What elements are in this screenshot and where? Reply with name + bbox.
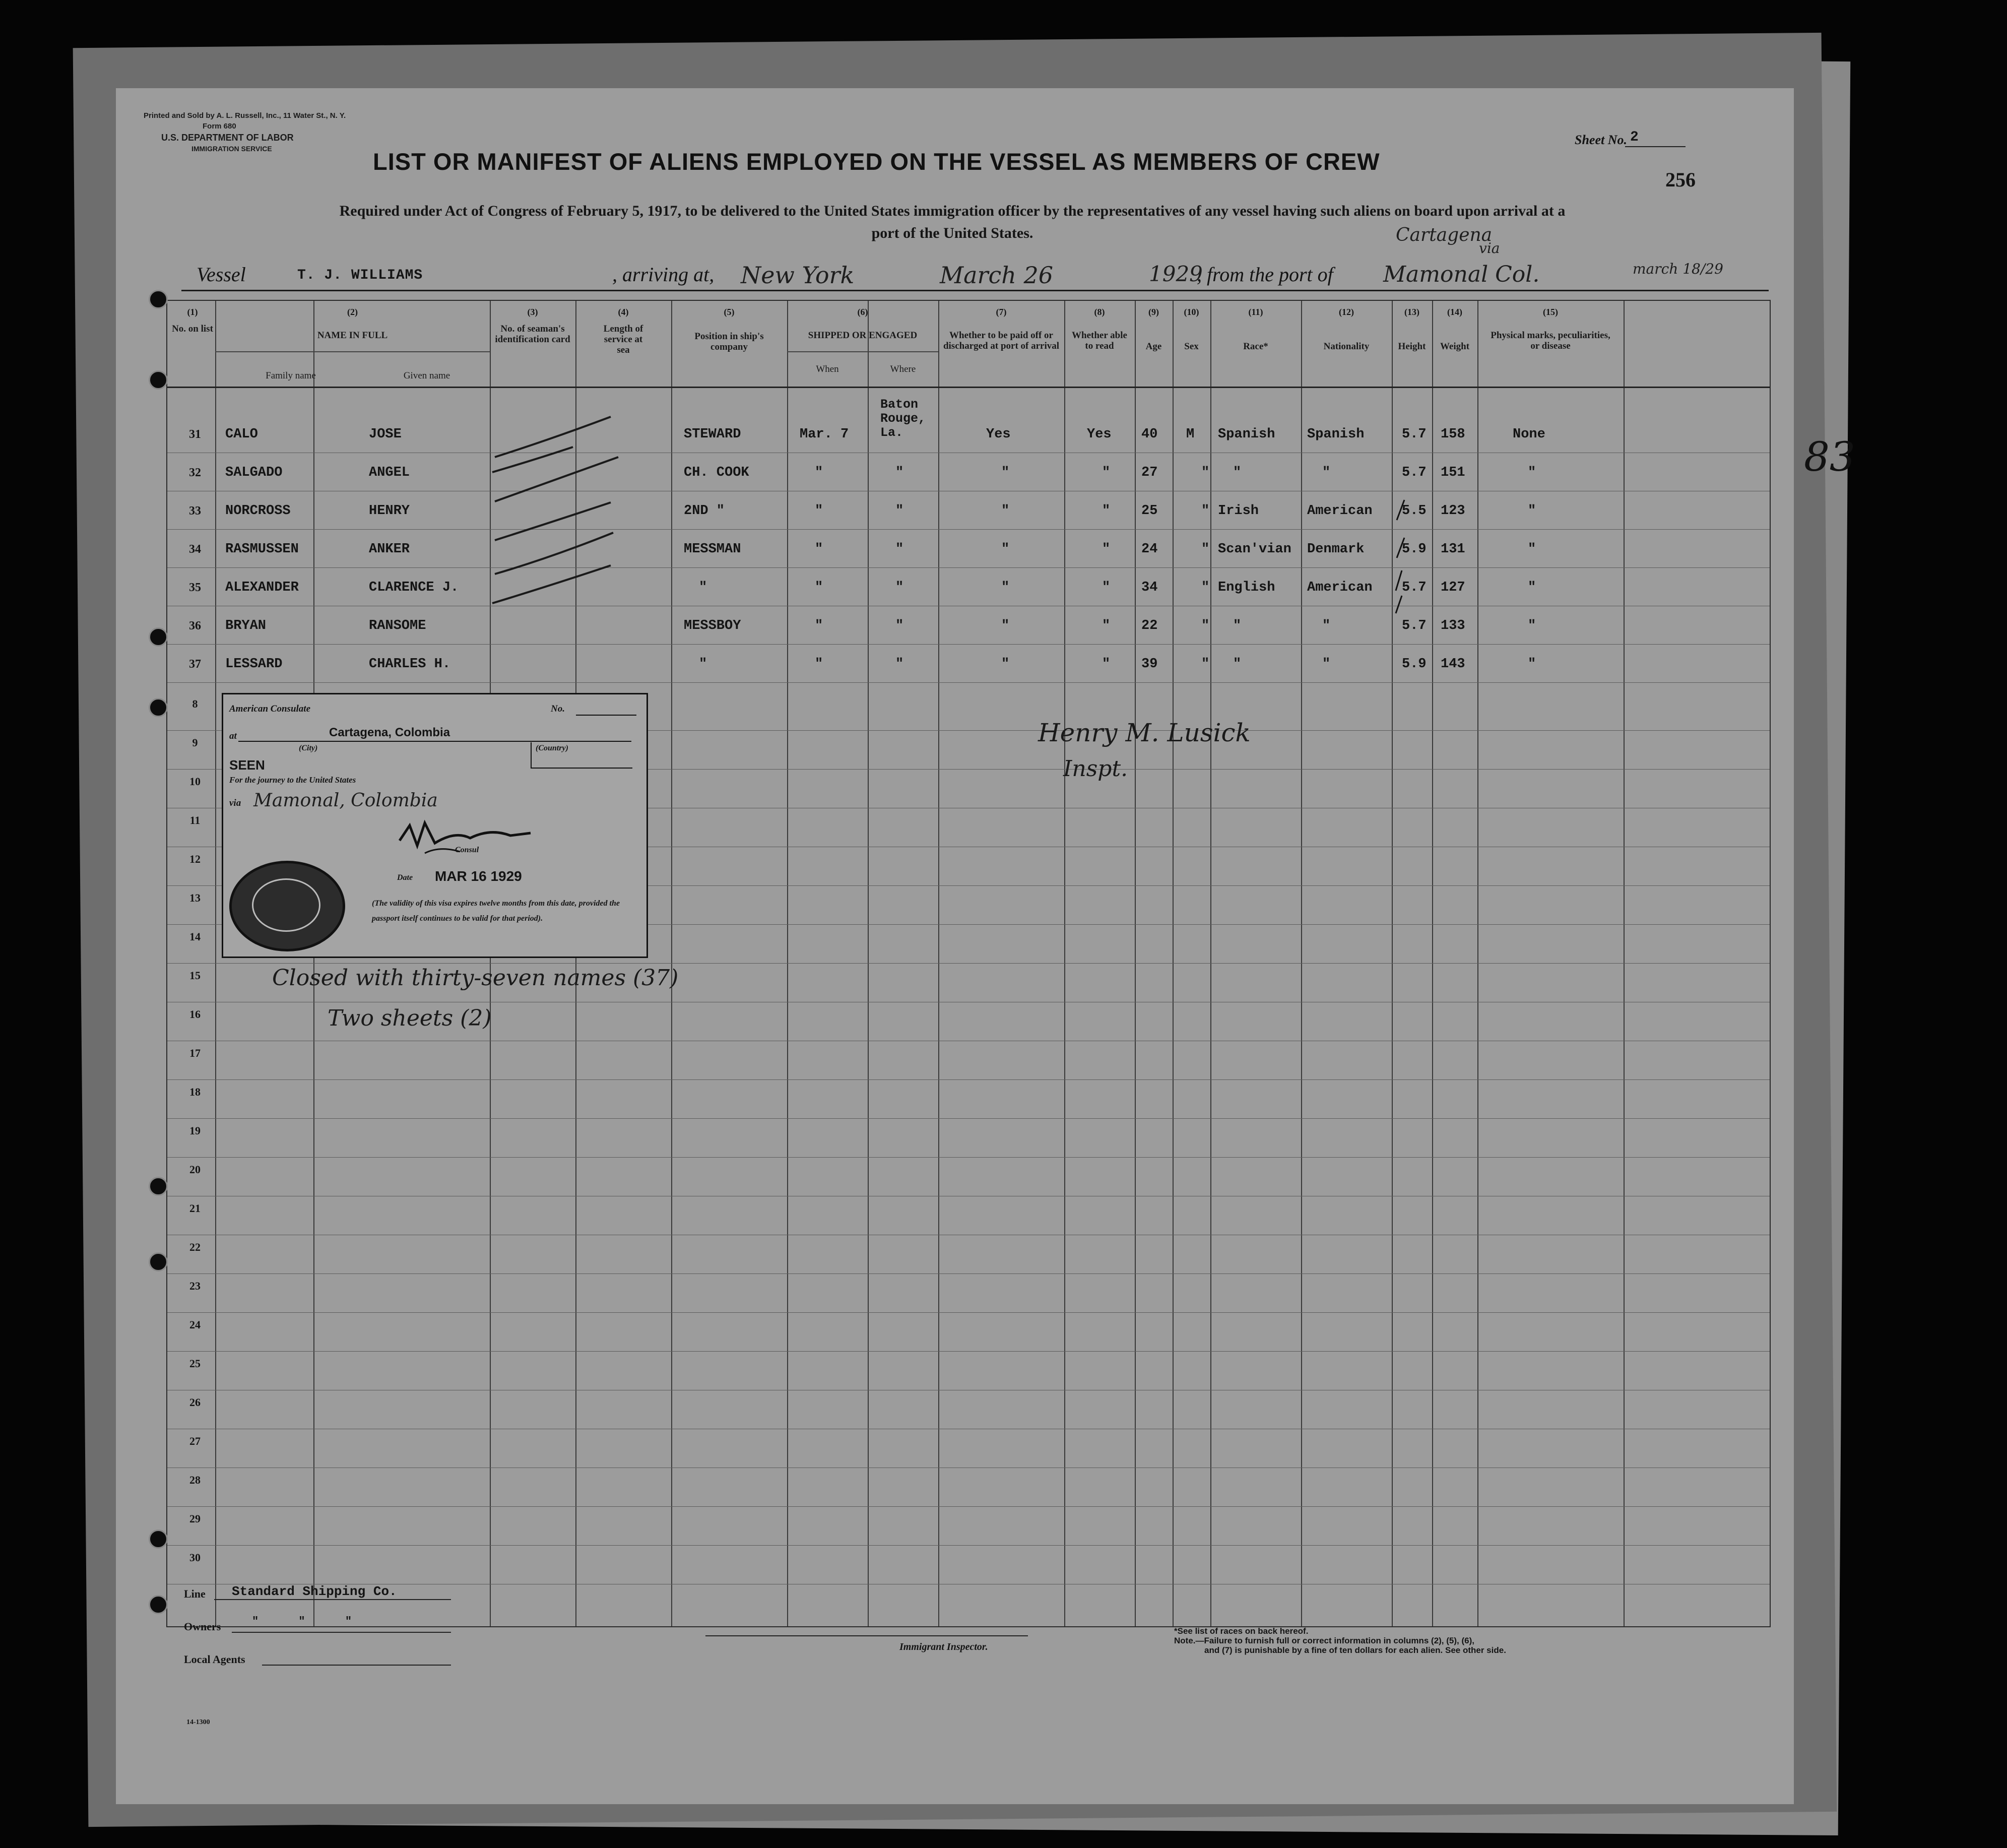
cell-when: ": [815, 657, 823, 672]
legal-subtitle: Required under Act of Congress of February 5, 1917, to be delivered to the United States immigration officer by the representatives of any vessel having such aliens on board upon arrival at a port of the United States.: [339, 203, 1566, 241]
col-header-id-card: No. of seaman's identification card: [495, 324, 570, 345]
cell-where: Baton Rouge, La.: [880, 397, 926, 440]
cell-marks: ": [1528, 542, 1536, 557]
col-header-age: Age: [1145, 341, 1162, 352]
cell-weight: 127: [1441, 580, 1465, 595]
cell-paid-off: Yes: [986, 427, 1011, 442]
col-header-shipped: SHIPPED OR ENGAGED: [808, 330, 918, 341]
col-header-read: Whether able to read: [1072, 330, 1127, 351]
cell-position: MESSBOY: [684, 618, 741, 633]
row-number: 22: [189, 1241, 201, 1253]
cell-weight: 131: [1441, 542, 1465, 557]
col-num: (15): [1543, 307, 1558, 317]
row-number: 10: [189, 775, 201, 788]
cell-given: RANSOME: [369, 618, 426, 633]
punch-hole: [149, 1530, 168, 1549]
row-number: 11: [189, 814, 201, 826]
col-header-weight: Weight: [1440, 341, 1470, 352]
col-num: (11): [1248, 307, 1263, 317]
cell-sex: ": [1201, 465, 1210, 480]
col-header-no: No. on list: [172, 324, 213, 334]
row-number: 8: [192, 697, 198, 710]
cell-marks: ": [1528, 580, 1536, 595]
arrival-year: 1929: [1149, 262, 1203, 286]
vessel-label: Vessel: [197, 263, 246, 286]
cell-family: SALGADO: [225, 465, 283, 480]
cell-when: ": [815, 503, 823, 519]
cell-when: ": [815, 618, 823, 633]
col-num: (3): [527, 307, 538, 317]
cell-given: JOSE: [369, 427, 402, 442]
cell-marks: ": [1528, 503, 1536, 519]
shipping-line: Standard Shipping Co.: [232, 1584, 397, 1599]
row-rule: [167, 682, 1770, 683]
cell-where: ": [895, 580, 904, 595]
cell-family: NORCROSS: [225, 503, 291, 519]
printer-credit: Printed and Sold by A. L. Russell, Inc., 11 Water St., N. Y.: [144, 111, 346, 120]
col-num: (12): [1339, 307, 1354, 317]
via-text: via: [1479, 240, 1500, 257]
row-number: 24: [189, 1318, 201, 1331]
row-number: 19: [189, 1124, 201, 1137]
row-number: 17: [189, 1047, 201, 1059]
cell-family: RASMUSSEN: [225, 542, 299, 557]
punch-hole: [149, 698, 168, 717]
cell-position: MESSMAN: [684, 542, 741, 557]
row-number: 35: [189, 581, 201, 594]
cell-weight: 143: [1441, 657, 1465, 672]
row-rule: [167, 1273, 1770, 1274]
row-number: 31: [189, 428, 201, 441]
cell-height: 5.9: [1402, 542, 1427, 557]
crew-table: [166, 300, 1771, 1627]
service-name: IMMIGRATION SERVICE: [191, 145, 272, 153]
punch-hole: [149, 627, 168, 647]
inspector-signature: Henry M. Lusick: [1038, 718, 1251, 747]
consulate-via: Mamonal, Colombia: [253, 790, 438, 811]
inspector-title-handwritten: Inspt.: [1063, 756, 1128, 782]
cell-given: ANKER: [369, 542, 410, 557]
origin-port: Mamonal Col.: [1383, 262, 1540, 287]
cell-given: HENRY: [369, 503, 410, 519]
footer-notes: *See list of races on back hereof. Note.—Failure to furnish full or correct information in columns (2), (5), (6), and (7) is punishable by a fine of ten dollars for each alien. See other side.: [1174, 1626, 1506, 1655]
cell-sex: ": [1201, 542, 1210, 557]
cell-nationality: ": [1322, 657, 1331, 672]
col-num: (2): [347, 307, 358, 317]
cell-where: ": [895, 465, 904, 480]
cell-read: ": [1102, 618, 1111, 633]
cell-nationality: Spanish: [1307, 427, 1365, 442]
row-number: 34: [189, 543, 201, 556]
col-header-position: Position in ship's company: [694, 331, 764, 352]
cell-nationality: ": [1322, 618, 1331, 633]
row-number: 36: [189, 619, 201, 632]
form-number: Form 680: [203, 122, 236, 131]
cell-age: 39: [1141, 657, 1158, 672]
row-rule: [167, 1506, 1770, 1507]
cell-paid-off: ": [1001, 580, 1010, 595]
col-header-height: Height: [1398, 341, 1426, 352]
cell-when: Mar. 7: [800, 427, 849, 442]
row-number: 16: [189, 1008, 201, 1021]
row-rule: [167, 963, 1770, 964]
row-number: 37: [189, 658, 201, 671]
cell-position: CH. COOK: [684, 465, 749, 480]
col-header-paid-off: Whether to be paid off or discharged at port of arrival: [943, 330, 1060, 351]
col-header-when: When: [816, 364, 839, 374]
line-label: Line: [184, 1587, 206, 1600]
row-number: 15: [189, 969, 201, 982]
row-number: 12: [189, 853, 201, 865]
sail-date: march 18/29: [1633, 261, 1723, 277]
cell-weight: 151: [1441, 465, 1465, 480]
col-header-family: Family name: [266, 370, 316, 381]
row-number: 9: [192, 736, 198, 749]
department-name: U.S. DEPARTMENT OF LABOR: [161, 133, 294, 143]
col-header-name: NAME IN FULL: [317, 330, 388, 341]
cell-weight: 123: [1441, 503, 1465, 519]
col-num: (5): [724, 307, 735, 317]
row-number: 18: [189, 1086, 201, 1098]
cell-age: 22: [1141, 618, 1158, 633]
row-number: 25: [189, 1357, 201, 1370]
cell-race: ": [1233, 465, 1242, 480]
punch-hole: [149, 1252, 168, 1271]
origin-port-above: Cartagena: [1396, 225, 1493, 245]
cell-given: ANGEL: [369, 465, 410, 480]
cell-race: Scan'vian: [1218, 542, 1291, 557]
immigrant-inspector-label: Immigrant Inspector.: [899, 1641, 988, 1652]
cell-age: 27: [1141, 465, 1158, 480]
col-header-service-length: Length of service at sea: [603, 324, 643, 355]
row-number: 28: [189, 1474, 201, 1486]
cell-position: ": [699, 657, 707, 672]
cell-nationality: Denmark: [1307, 542, 1365, 557]
cell-race: Irish: [1218, 503, 1259, 519]
col-num: (8): [1094, 307, 1105, 317]
cell-height: 5.7: [1402, 427, 1427, 442]
cell-sex: ": [1201, 503, 1210, 519]
local-agents-label: Local Agents: [184, 1653, 245, 1666]
vessel-name: T. J. WILLIAMS: [297, 268, 423, 283]
row-number: 29: [189, 1512, 201, 1525]
visa-validity-note: (The validity of this visa expires twelve months from this date, provided the passport itself continues to be valid for that period).: [372, 899, 620, 923]
cell-marks: None: [1513, 427, 1545, 442]
cell-where: ": [895, 503, 904, 519]
row-number: 14: [189, 930, 201, 943]
cell-height: 5.7: [1402, 465, 1427, 480]
row-rule: [167, 1545, 1770, 1546]
cell-family: BRYAN: [225, 618, 267, 633]
form-code: 14-1300: [186, 1718, 210, 1726]
col-num: (10): [1184, 307, 1199, 317]
consulate-seal-icon: [229, 861, 345, 951]
vessel-line-rule: [181, 290, 1769, 291]
row-number: 33: [189, 504, 201, 518]
cell-height: 5.5: [1402, 503, 1427, 519]
cell-position: ": [699, 580, 707, 595]
punch-hole: [149, 290, 168, 309]
col-num: (7): [996, 307, 1007, 317]
cell-when: ": [815, 542, 823, 557]
cell-nationality: American: [1307, 580, 1373, 595]
row-rule: [167, 1157, 1770, 1158]
cell-race: ": [1233, 618, 1242, 633]
cell-read: ": [1102, 503, 1111, 519]
consulate-city: Cartagena, Colombia: [329, 726, 450, 739]
cell-paid-off: ": [1001, 618, 1010, 633]
cell-age: 24: [1141, 542, 1158, 557]
arrival-date: March 26: [940, 262, 1054, 289]
cell-family: LESSARD: [225, 657, 283, 672]
cell-position: STEWARD: [684, 427, 741, 442]
cell-sex: M: [1186, 427, 1195, 442]
punch-hole: [149, 1595, 168, 1614]
from-port-label: , from the port of: [1197, 263, 1333, 286]
stamped-page-number: 256: [1665, 168, 1696, 191]
cell-sex: ": [1201, 580, 1210, 595]
col-header-where: Where: [890, 364, 916, 374]
col-header-race: Race*: [1243, 341, 1268, 352]
sheet-label: Sheet No.: [1575, 133, 1627, 147]
col-num: (6): [857, 307, 868, 317]
punch-hole: [149, 370, 168, 390]
owners-label: Owners: [184, 1620, 221, 1633]
cell-where: ": [895, 542, 904, 557]
row-rule: [167, 1118, 1770, 1119]
handwritten-strokes: [485, 412, 797, 623]
closing-sheets-note: Two sheets (2): [328, 1005, 492, 1031]
cell-when: ": [815, 465, 823, 480]
cell-age: 34: [1141, 580, 1158, 595]
row-number: 23: [189, 1280, 201, 1292]
col-num: (4): [618, 307, 629, 317]
row-number: 21: [189, 1202, 201, 1215]
cell-height: 5.9: [1402, 657, 1427, 672]
cell-weight: 158: [1441, 427, 1465, 442]
cell-age: 25: [1141, 503, 1158, 519]
cell-family: CALO: [225, 427, 258, 442]
row-number: 13: [189, 891, 201, 904]
cell-position: 2ND ": [684, 503, 725, 519]
cell-paid-off: ": [1001, 503, 1010, 519]
sheet-number-rule: [1625, 146, 1686, 147]
cell-read: ": [1102, 542, 1111, 557]
cell-nationality: American: [1307, 503, 1373, 519]
row-number: 20: [189, 1163, 201, 1176]
cell-race: Spanish: [1218, 427, 1275, 442]
col-num: (1): [187, 307, 198, 317]
row-rule: [167, 1079, 1770, 1080]
cell-read: ": [1102, 465, 1111, 480]
cell-where: ": [895, 657, 904, 672]
cell-paid-off: ": [1001, 542, 1010, 557]
cell-read: ": [1102, 657, 1111, 672]
col-num: (9): [1148, 307, 1159, 317]
sheet-number: 2: [1630, 130, 1639, 145]
arriving-label: , arriving at,: [612, 263, 715, 286]
consulate-date: MAR 16 1929: [435, 868, 522, 884]
row-number: 30: [189, 1551, 201, 1564]
cell-height: 5.7: [1402, 580, 1427, 595]
col-header-physical-marks: Physical marks, peculiarities, or disease: [1491, 330, 1610, 351]
cell-family: ALEXANDER: [225, 580, 299, 595]
row-number: 32: [189, 466, 201, 479]
row-rule: [167, 529, 1770, 530]
col-header-sex: Sex: [1184, 341, 1199, 352]
page-title: LIST OR MANIFEST OF ALIENS EMPLOYED ON THE VESSEL AS MEMBERS OF CREW: [373, 148, 1380, 175]
cell-given: CLARENCE J.: [369, 580, 459, 595]
owners-value: " " ": [252, 1615, 352, 1628]
cell-where: ": [895, 618, 904, 633]
cell-age: 40: [1141, 427, 1158, 442]
cell-race: English: [1218, 580, 1275, 595]
col-num: (13): [1404, 307, 1419, 317]
cell-marks: ": [1528, 465, 1536, 480]
margin-scribble: 83: [1804, 433, 1855, 480]
row-number: 26: [189, 1396, 201, 1409]
cell-sex: ": [1201, 657, 1210, 672]
cell-when: ": [815, 580, 823, 595]
cell-race: ": [1233, 657, 1242, 672]
consulate-stamp: American Consulate No. at Cartagena, Colombia (City) (Country) SEEN For the journey to the United States via Mamonal, Colombia Consul Date MAR 16 1929 (The validity of this visa expires twelve months from this date, provided the passport itself continues to be valid for that period).: [222, 693, 648, 958]
arrival-port: New York: [741, 262, 855, 289]
cell-given: CHARLES H.: [369, 657, 451, 672]
cell-sex: ": [1201, 618, 1210, 633]
cell-paid-off: ": [1001, 465, 1010, 480]
row-rule: [167, 1312, 1770, 1313]
cell-nationality: ": [1322, 465, 1331, 480]
cell-marks: ": [1528, 618, 1536, 633]
row-rule: [167, 1351, 1770, 1352]
height-check-marks: [1387, 487, 1417, 618]
cell-marks: ": [1528, 657, 1536, 672]
cell-weight: 133: [1441, 618, 1465, 633]
cell-read: Yes: [1087, 427, 1112, 442]
cell-height: 5.7: [1402, 618, 1427, 633]
cell-read: ": [1102, 580, 1111, 595]
punch-hole: [149, 1177, 168, 1196]
closing-note: Closed with thirty-seven names (37): [272, 965, 679, 991]
row-number: 27: [189, 1435, 201, 1447]
row-rule: [167, 644, 1770, 645]
manifest-page: [116, 88, 1794, 1804]
vessel-line: [181, 225, 1769, 289]
row-rule: [167, 567, 1770, 568]
cell-paid-off: ": [1001, 657, 1010, 672]
col-num: (14): [1447, 307, 1462, 317]
col-header-nationality: Nationality: [1323, 341, 1370, 352]
col-header-given: Given name: [403, 370, 450, 381]
seen-label: SEEN: [229, 757, 265, 773]
